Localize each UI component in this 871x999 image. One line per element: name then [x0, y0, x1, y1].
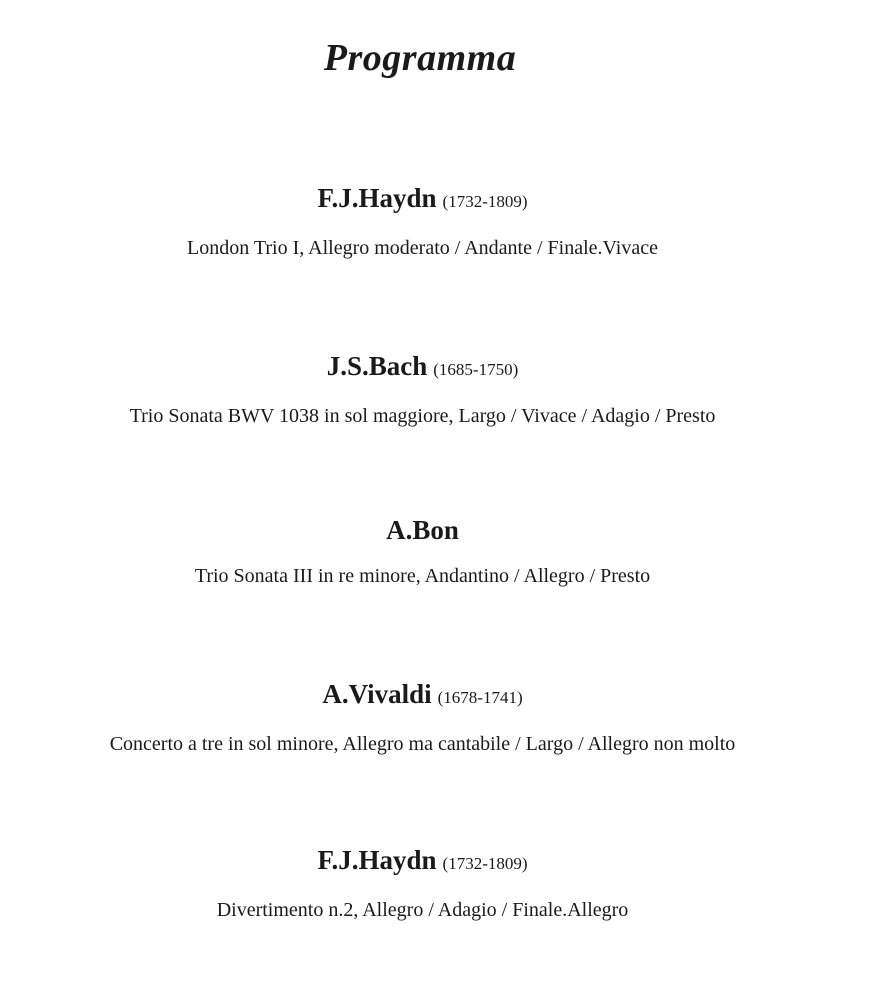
works-list: Trio Sonata III in re minore, Andantino / Allegro / Presto — [194, 565, 651, 587]
composer-name: F.J.Haydn — [317, 845, 437, 875]
composer-heading — [0, 844, 845, 880]
works-list: Concerto a tre in sol minore, Allegro ma cantabile / Largo / Allegro non molto — [109, 733, 736, 755]
program-entry-2 — [0, 350, 845, 428]
works-list: Trio Sonata BWV 1038 in sol maggiore, Largo / Vivace / Adagio / Presto — [129, 405, 716, 427]
composer-dates: (1685-1750) — [433, 360, 519, 379]
composer-heading — [0, 514, 845, 546]
composer-name: J.S.Bach — [326, 351, 428, 381]
works-list: Divertimento n.2, Allegro / Adagio / Finale.Allegro — [216, 899, 629, 921]
composer-dates: (1732-1809) — [442, 854, 528, 873]
page-title: Programma — [323, 37, 517, 79]
composer-dates: (1732-1809) — [442, 192, 528, 211]
program-entry-5 — [0, 844, 845, 922]
composer-name: F.J.Haydn — [317, 183, 437, 213]
composer-heading — [0, 350, 845, 386]
works-list: London Trio I, Allegro moderato / Andante / Finale.Vivace — [187, 237, 658, 259]
composer-heading — [0, 182, 845, 218]
program-entry-3 — [0, 514, 845, 588]
composer-heading — [0, 678, 845, 714]
composer-name: A.Vivaldi — [322, 679, 432, 709]
composer-dates: (1678-1741) — [437, 688, 523, 707]
composer-name: A.Bon — [386, 515, 459, 545]
program-entry-4 — [0, 678, 845, 756]
program-entry-1 — [0, 182, 845, 260]
